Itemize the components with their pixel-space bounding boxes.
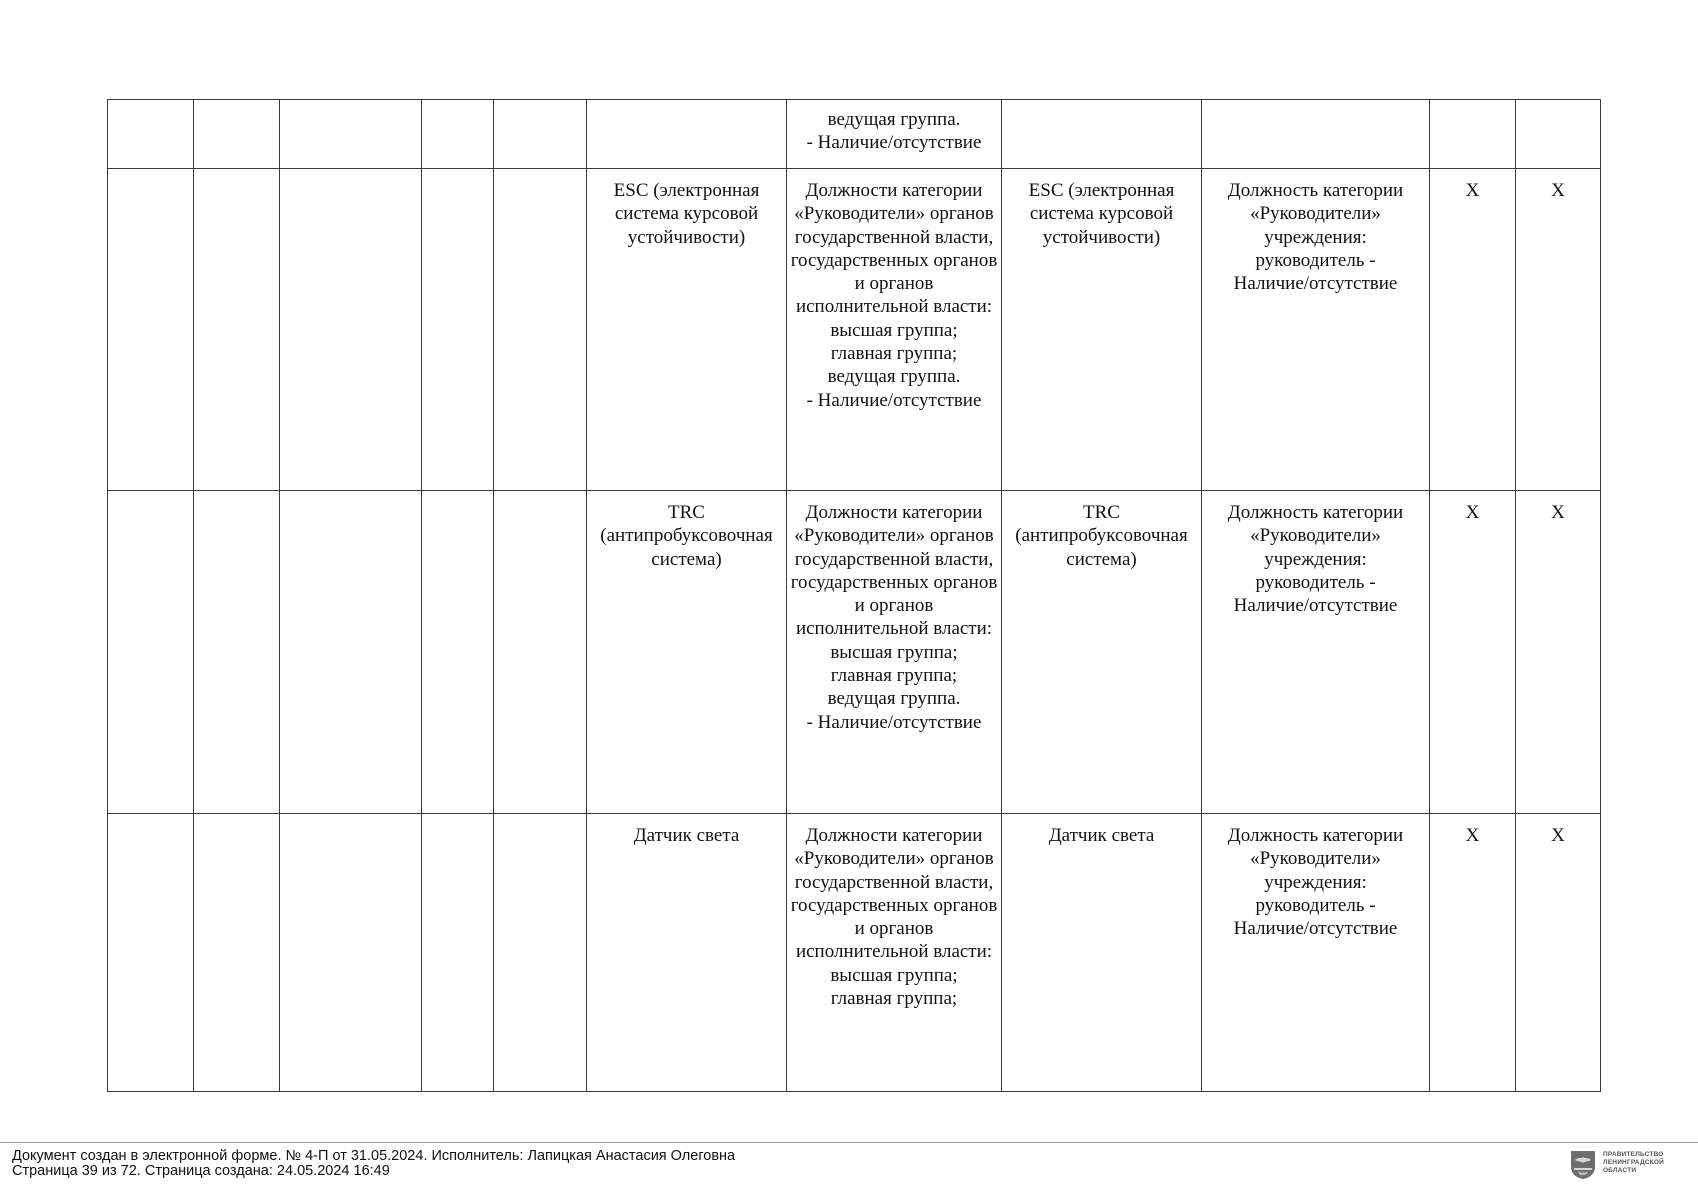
table-cell [1516, 100, 1601, 169]
table-cell [494, 491, 587, 814]
equipment-name-cell: TRC (антипробуксовочная система) [1002, 491, 1202, 814]
government-logo [1570, 1150, 1664, 1180]
table-cell [422, 100, 494, 169]
table-cell [280, 814, 422, 1092]
x-mark-cell: X [1516, 169, 1601, 491]
table-cell [422, 169, 494, 491]
table-cell [494, 814, 587, 1092]
table-row [108, 814, 1601, 1092]
table-cell [108, 491, 194, 814]
position-category-cell: Должности категории «Руководители» органов государственной власти, государственных органов и органов исполнительной власти: высшая группа; главная группа; [787, 814, 1002, 1092]
table-cell [1002, 100, 1202, 169]
table-cell [194, 491, 280, 814]
equipment-name-cell: ESC (электронная система курсовой устойчивости) [587, 169, 787, 491]
footer-page-info: Страница 39 из 72. Страница создана: 24.05.2024 16:49 [12, 1163, 390, 1179]
footer-divider [0, 1142, 1698, 1143]
x-mark-cell: X [1430, 491, 1516, 814]
table-cell [108, 100, 194, 169]
table-cell [280, 169, 422, 491]
table-cell [494, 169, 587, 491]
position-category-cell: Должности категории «Руководители» органов государственной власти, государственных органов и органов исполнительной власти: высшая группа; главная группа; ведущая группа. - Наличие/отсутствие [787, 169, 1002, 491]
table-cell [494, 100, 587, 169]
coat-of-arms-icon [1570, 1150, 1596, 1180]
table-cell [194, 100, 280, 169]
logo-caption: ПРАВИТЕЛЬСТВО ЛЕНИНГРАДСКОЙ ОБЛАСТИ [1603, 1151, 1664, 1174]
table-cell [108, 169, 194, 491]
equipment-name-cell: TRC (антипробуксовочная система) [587, 491, 787, 814]
x-mark-cell: X [1516, 814, 1601, 1092]
table-cell [1430, 100, 1516, 169]
x-mark-cell: X [1430, 814, 1516, 1092]
table-cell [280, 100, 422, 169]
equipment-name-cell: ESC (электронная система курсовой устойчивости) [1002, 169, 1202, 491]
position-category-cell: Должность категории «Руководители» учреждения: руководитель - Наличие/отсутствие [1202, 814, 1430, 1092]
table-row [108, 491, 1601, 814]
table-cell [108, 814, 194, 1092]
equipment-name-cell: Датчик света [1002, 814, 1202, 1092]
requirements-table [107, 99, 1601, 1092]
position-category-cell: Должность категории «Руководители» учреждения: руководитель - Наличие/отсутствие [1202, 491, 1430, 814]
equipment-name-cell: Датчик света [587, 814, 787, 1092]
x-mark-cell: X [1516, 491, 1601, 814]
table-cell [1202, 100, 1430, 169]
document-footer [12, 1149, 735, 1179]
position-category-cell: Должность категории «Руководители» учреждения: руководитель - Наличие/отсутствие [1202, 169, 1430, 491]
table-cell: ведущая группа. - Наличие/отсутствие [787, 100, 1002, 169]
x-mark-cell: X [1430, 169, 1516, 491]
table-row [108, 169, 1601, 491]
table-row [108, 100, 1601, 169]
table-cell [422, 814, 494, 1092]
table-cell [194, 814, 280, 1092]
table-cell [422, 491, 494, 814]
position-category-cell: Должности категории «Руководители» органов государственной власти, государственных органов и органов исполнительной власти: высшая группа; главная группа; ведущая группа. - Наличие/отсутствие [787, 491, 1002, 814]
table-cell [194, 169, 280, 491]
table-cell [280, 491, 422, 814]
footer-document-info: Документ создан в электронной форме. № 4-П от 31.05.2024. Исполнитель: Лапицкая Анастасия Олеговна [12, 1148, 736, 1164]
table-cell [587, 100, 787, 169]
